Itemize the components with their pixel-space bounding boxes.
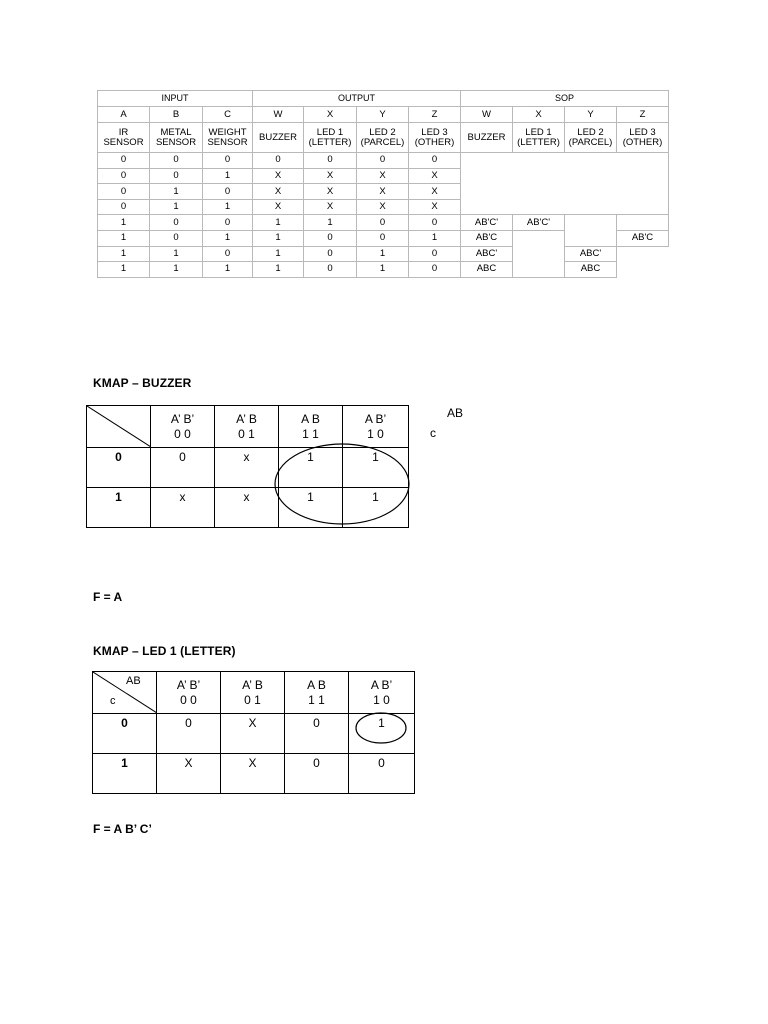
col-descriptor: LED 2 (PARCEL): [565, 123, 617, 153]
kmap-cell: 1: [349, 714, 415, 754]
table-row: [98, 215, 669, 231]
kmap-cell: X: [221, 714, 285, 754]
table-cell: 0: [357, 215, 409, 231]
kmap-header-row: [87, 406, 409, 448]
sop-x-cell: AB'C': [513, 215, 565, 231]
kmap-col-header: A B 1 1: [279, 406, 343, 448]
table-cell: X: [304, 199, 357, 215]
kmap-cell: 1: [343, 448, 409, 488]
col-letter: Z: [409, 107, 461, 123]
table-cell: 1: [150, 246, 203, 262]
col-descriptor: IR SENSOR: [98, 123, 150, 153]
kmap-led1: [92, 671, 415, 794]
col-letter: Y: [357, 107, 409, 123]
table-cell: 0: [357, 153, 409, 169]
sop-empty-block: [461, 153, 669, 215]
table-cell: X: [253, 168, 304, 184]
table-cell: 0: [98, 184, 150, 200]
col-descriptor: BUZZER: [461, 123, 513, 153]
table-cell: 0: [98, 153, 150, 169]
sop-z-cell: AB'C: [617, 230, 669, 246]
table-row: [98, 246, 669, 262]
col-letter: X: [304, 107, 357, 123]
kmap-row: [93, 714, 415, 754]
table-cell: X: [304, 168, 357, 184]
sop-z-blank: [617, 246, 669, 277]
kmap-cell: 0: [285, 754, 349, 794]
table-cell: 1: [253, 262, 304, 278]
kmap-cell: X: [157, 754, 221, 794]
sop-w-cell: ABC: [461, 262, 513, 278]
kmap-col-header: A’ B’ 0 0: [151, 406, 215, 448]
table-cell: X: [357, 168, 409, 184]
kmap-buzzer-title: KMAP – BUZZER: [93, 376, 192, 390]
kmap-cell: 0: [285, 714, 349, 754]
table-cell: 1: [253, 215, 304, 231]
table-cell: 0: [304, 246, 357, 262]
table-cell: 0: [150, 168, 203, 184]
table-cell: 1: [304, 215, 357, 231]
kmap-row-label: 1: [93, 754, 157, 794]
table-cell: 0: [203, 184, 253, 200]
table-cell: 1: [357, 262, 409, 278]
kmap-buzzer-formula: F = A: [93, 590, 123, 604]
sop-y-cell: ABC: [565, 262, 617, 278]
kmap-cell: 1: [279, 488, 343, 528]
table-cell: 1: [203, 199, 253, 215]
table-cell: 0: [203, 153, 253, 169]
table-cell: X: [304, 184, 357, 200]
col-letter: W: [461, 107, 513, 123]
kmap-col-header: A B’ 1 0: [349, 672, 415, 714]
table-cell: 1: [253, 230, 304, 246]
col-letter: A: [98, 107, 150, 123]
table-cell: 0: [98, 199, 150, 215]
kmap-corner: [87, 406, 151, 448]
group-header-row: [98, 91, 669, 107]
col-descriptor: LED 3 (OTHER): [409, 123, 461, 153]
kmap-buzzer-side-c: c: [430, 426, 436, 440]
table-cell: X: [409, 199, 461, 215]
col-descriptor: METAL SENSOR: [150, 123, 203, 153]
table-cell: 1: [150, 262, 203, 278]
table-cell: 1: [98, 246, 150, 262]
table-cell: 0: [357, 230, 409, 246]
kmap-cell: x: [151, 488, 215, 528]
table-cell: 1: [253, 246, 304, 262]
table-cell: 0: [409, 215, 461, 231]
kmap-cell: 1: [279, 448, 343, 488]
kmap-buzzer-side-ab: AB: [447, 406, 464, 420]
kmap-row: [87, 488, 409, 528]
kmap-row-label: 0: [93, 714, 157, 754]
kmap-col-header: A B’ 1 0: [343, 406, 409, 448]
table-cell: X: [357, 184, 409, 200]
kmap-corner-ab: AB: [126, 675, 141, 687]
truth-table: [97, 90, 669, 278]
table-cell: 0: [150, 215, 203, 231]
table-cell: 0: [409, 262, 461, 278]
col-letter: Z: [617, 107, 669, 123]
sop-y-empty: [565, 215, 617, 246]
kmap-col-header: A’ B 0 1: [221, 672, 285, 714]
table-row: [98, 153, 669, 169]
kmap-col-header: A B 1 1: [285, 672, 349, 714]
kmap-corner: [93, 672, 157, 714]
kmap-row: [93, 754, 415, 794]
kmap-cell: 0: [157, 714, 221, 754]
table-cell: 0: [98, 168, 150, 184]
kmap-row: [87, 448, 409, 488]
table-cell: 0: [304, 153, 357, 169]
col-descriptor: LED 2 (PARCEL): [357, 123, 409, 153]
table-cell: 1: [98, 262, 150, 278]
group-sop: SOP: [461, 91, 669, 107]
table-cell: 1: [150, 199, 203, 215]
table-cell: 1: [203, 168, 253, 184]
table-cell: 0: [203, 246, 253, 262]
table-cell: X: [409, 168, 461, 184]
kmap-cell: X: [221, 754, 285, 794]
col-letter: C: [203, 107, 253, 123]
col-descriptor: LED 1 (LETTER): [513, 123, 565, 153]
sop-w-cell: AB'C': [461, 215, 513, 231]
kmap-cell: x: [215, 488, 279, 528]
col-letter: Y: [565, 107, 617, 123]
kmap-cell: 0: [349, 754, 415, 794]
table-cell: 0: [304, 230, 357, 246]
table-cell: 1: [150, 184, 203, 200]
corner-diagonal: [93, 672, 157, 713]
sop-w-cell: ABC': [461, 246, 513, 262]
table-cell: 0: [304, 262, 357, 278]
table-cell: 1: [357, 246, 409, 262]
group-output: OUTPUT: [253, 91, 461, 107]
table-cell: X: [253, 199, 304, 215]
kmap-row-label: 1: [87, 488, 151, 528]
descriptor-header-row: [98, 123, 669, 153]
kmap-buzzer: [86, 405, 409, 528]
table-cell: 1: [203, 262, 253, 278]
table-cell: X: [253, 184, 304, 200]
table-cell: X: [409, 184, 461, 200]
table-cell: 1: [409, 230, 461, 246]
sop-y-cell: ABC': [565, 246, 617, 262]
letter-header-row: [98, 107, 669, 123]
kmap-corner-c: c: [110, 695, 116, 707]
table-cell: 1: [98, 230, 150, 246]
col-letter: W: [253, 107, 304, 123]
table-cell: 0: [409, 246, 461, 262]
table-cell: 0: [150, 230, 203, 246]
sop-z-empty: [617, 215, 669, 231]
col-descriptor: BUZZER: [253, 123, 304, 153]
table-cell: 0: [409, 153, 461, 169]
table-cell: 1: [98, 215, 150, 231]
col-descriptor: LED 1 (LETTER): [304, 123, 357, 153]
col-letter: B: [150, 107, 203, 123]
table-cell: X: [357, 199, 409, 215]
kmap-header-row: [93, 672, 415, 714]
kmap-cell: x: [215, 448, 279, 488]
group-input: INPUT: [98, 91, 253, 107]
sop-x-empty: [513, 230, 565, 277]
kmap-led1-formula: F = A B’ C’: [93, 822, 152, 836]
sop-w-cell: AB'C: [461, 230, 513, 246]
kmap-cell: 1: [343, 488, 409, 528]
col-descriptor: WEIGHT SENSOR: [203, 123, 253, 153]
table-cell: 0: [150, 153, 203, 169]
col-letter: X: [513, 107, 565, 123]
kmap-cell: 0: [151, 448, 215, 488]
kmap-col-header: A’ B 0 1: [215, 406, 279, 448]
kmap-col-header: A’ B’ 0 0: [157, 672, 221, 714]
corner-diagonal: [87, 406, 151, 447]
table-row: [98, 262, 669, 278]
kmap-row-label: 0: [87, 448, 151, 488]
kmap-led1-title: KMAP – LED 1 (LETTER): [93, 644, 236, 658]
col-descriptor: LED 3 (OTHER): [617, 123, 669, 153]
table-cell: 0: [203, 215, 253, 231]
table-cell: 1: [203, 230, 253, 246]
table-cell: 0: [253, 153, 304, 169]
